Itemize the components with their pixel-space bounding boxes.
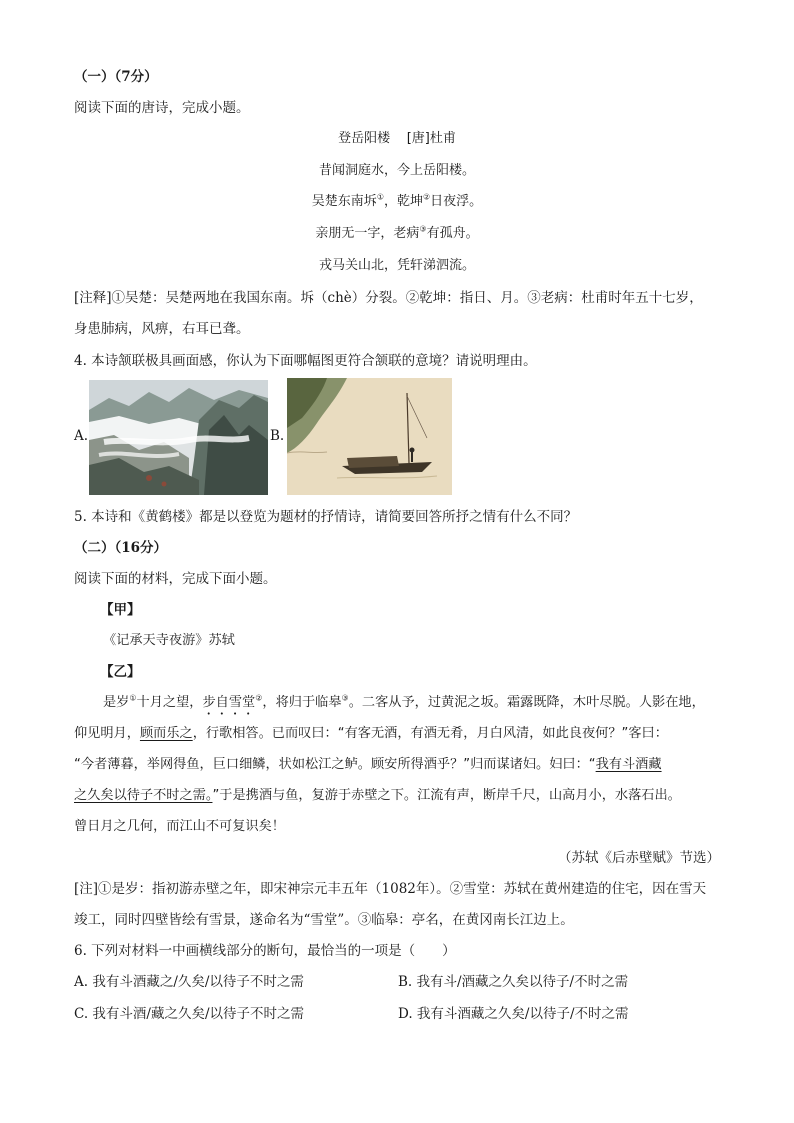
yi-label: 【乙】	[100, 664, 141, 680]
passage-text: 是岁	[103, 695, 130, 710]
poem-line-3-part: 亲朋无一字，老病	[315, 226, 420, 241]
section2-instruction: 阅读下面的材料，完成下面小题。	[74, 571, 277, 587]
option-a-label: A.	[74, 428, 89, 444]
poem-title: 登岳阳楼	[338, 131, 391, 146]
poem-line-4: 戎马关山北，凭轩涕泗流。	[318, 258, 475, 273]
question-5: 5. 本诗和《黄鹤楼》都是以登览为题材的抒情诗，请简要回答所抒之情有什么不同？	[74, 509, 578, 525]
poem-note-line-1: [注释]①吴楚：吴楚两地在我国东南。坼（chè）分裂。②乾坤：指日、月。③老病：杜甫时年五十七岁，	[74, 290, 703, 306]
footnote-marker: ③	[419, 224, 427, 234]
poem-line-2-part: ，乾坤	[383, 194, 423, 209]
poem-line-3-part: 有孤舟。	[426, 226, 479, 241]
section1-heading: （一）（7分）	[74, 69, 158, 85]
question-4: 4. 本诗颔联极具画面感，你认为下面哪幅图更符合颔联的意境？请说明理由。	[74, 353, 537, 369]
passage-line-4	[74, 787, 681, 805]
passage-underlined-text: 之久矣以待子不时之需。	[74, 788, 213, 803]
option-b-label: B.	[270, 428, 285, 444]
passage-line-3	[74, 756, 662, 774]
passage-underlined-text: 我有斗酒藏	[595, 757, 662, 772]
passage-line-1	[103, 694, 705, 718]
passage-text: 十月之望，	[136, 695, 203, 710]
footnote-marker: ①	[129, 693, 137, 703]
footnote-marker: ①	[376, 192, 384, 202]
jia-label: 【甲】	[100, 602, 141, 618]
passage-line-5: 曾日月之几何，而江山不可复识矣！	[74, 819, 285, 834]
poem-line-2-part: 日夜浮。	[430, 194, 483, 209]
section1-instruction: 阅读下面的唐诗，完成小题。	[74, 100, 250, 116]
boat-painting	[287, 378, 452, 495]
passage-line-2	[74, 725, 668, 743]
passage-source: （苏轼《后赤壁赋》节选）	[558, 850, 720, 866]
passage-note-line-2: 竣工，同时四壁皆绘有雪景，遂命名为“雪堂”。③临皋：亭名，在黄冈南长江边上。	[74, 912, 574, 928]
poem-line-1: 昔闻洞庭水，今上岳阳楼。	[318, 163, 475, 178]
passage-text: 仰见明月，	[74, 726, 140, 741]
passage-underlined-text: 顾而乐之	[139, 726, 193, 741]
poem-line-3	[0, 225, 794, 243]
poem-author: [唐]杜甫	[406, 131, 456, 146]
section2-heading: （二）（16分）	[74, 540, 168, 556]
footnote-marker: ②	[255, 693, 263, 703]
passage-text: ，将归于临皋	[262, 695, 342, 710]
poem-line-2	[0, 193, 794, 211]
poem-line-2-part: 吴楚东南坼	[311, 194, 377, 209]
choice-c[interactable]: C. 我有斗酒/藏之久矣/以待子不时之需	[74, 1006, 305, 1022]
option-b-image	[287, 378, 452, 495]
passage-text: “今者薄暮，举网得鱼，巨口细鳞，状如松江之鲈。顾安所得酒乎？”归而谋诸妇。妇曰：“	[74, 757, 596, 772]
footnote-marker: ③	[341, 693, 349, 703]
passage-text: 。二客从予，过黄泥之坂。霜露既降，木叶尽脱。人影在地，	[348, 695, 705, 710]
poem-title-line	[0, 130, 794, 148]
choice-a[interactable]: A. 我有斗酒藏之/久矣/以待子不时之需	[74, 974, 304, 990]
passage-emphasized-text: 步自雪堂	[202, 695, 256, 710]
passage-text: ”于是携酒与鱼，复游于赤壁之下。江流有声，断岸千尺，山高月小，水落石出。	[212, 788, 681, 803]
choice-d[interactable]: D. 我有斗酒藏之久矣/以待子/不时之需	[398, 1006, 629, 1022]
poem-note-line-2: 身患肺病，风痹，右耳已聋。	[74, 321, 250, 337]
option-a-image	[89, 380, 268, 495]
passage-note-line-1: [注]①是岁：指初游赤壁之年，即宋神宗元丰五年（1082年）。②雪堂：苏轼在黄州建造的住宅，因在雪天	[74, 881, 707, 897]
jia-text: 《记承天寺夜游》苏轼	[103, 633, 235, 648]
choice-b[interactable]: B. 我有斗/酒藏之久矣以待子/不时之需	[398, 974, 629, 990]
mountain-landscape-painting	[89, 380, 268, 495]
question-6: 6. 下列对材料一中画横线部分的断句，最恰当的一项是（ ）	[74, 943, 456, 959]
passage-text: ，行歌相答。已而叹曰：“有客无酒，有酒无肴，月白风清，如此良夜何？”客曰：	[192, 726, 668, 741]
footnote-marker: ②	[423, 192, 431, 202]
